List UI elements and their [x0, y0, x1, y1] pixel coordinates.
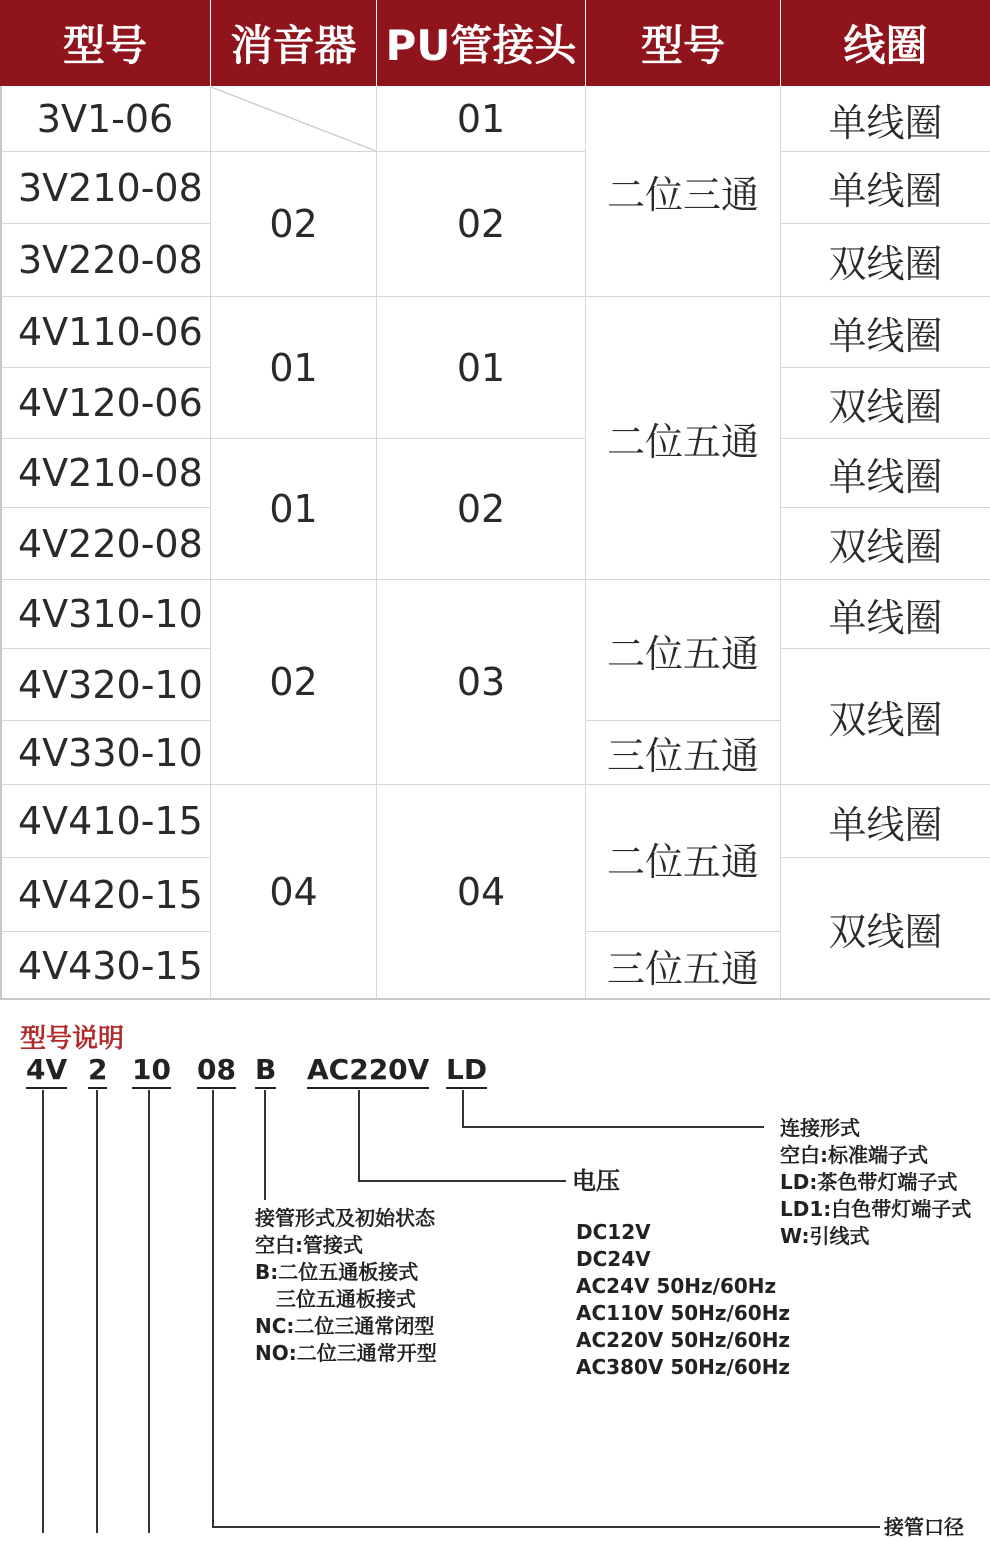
leader-line [462, 1090, 464, 1128]
model-cell: 3V1-06 [36, 97, 174, 141]
grid-line [780, 579, 990, 580]
leader-line [264, 1090, 266, 1200]
coil-cell: 单线圈 [828, 169, 943, 213]
leader-line [96, 1090, 98, 1533]
type-cell: 三位五通 [606, 947, 759, 991]
grid-line [0, 507, 210, 508]
muffler-cell: 02 [269, 202, 318, 246]
grid-line [585, 720, 780, 721]
voltage-line: AC380V 50Hz/60Hz [576, 1355, 791, 1379]
connection-line: W:引线式 [780, 1224, 870, 1248]
pu-fitting-cell: 01 [456, 97, 506, 141]
grid-line [0, 223, 210, 224]
code-size: 10 [132, 1053, 171, 1089]
grid-line [780, 784, 990, 785]
type-cell: 三位五通 [606, 734, 759, 778]
grid-line [210, 784, 585, 785]
connection-line: LD:茶色带灯端子式 [780, 1170, 958, 1194]
model-cell: 4V220-08 [18, 521, 203, 566]
model-cell: 4V210-08 [18, 451, 203, 495]
muffler-cell: 04 [269, 870, 318, 914]
grid-line [210, 151, 585, 152]
model-cell: 4V310-10 [18, 592, 203, 636]
coil-cell: 单线圈 [828, 595, 943, 640]
coil-cell: 双线圈 [828, 384, 943, 429]
coil-cell: 双线圈 [828, 241, 943, 286]
muffler-cell: 02 [269, 660, 318, 704]
model-cell: 4V120-06 [18, 381, 203, 425]
coil-cell: 单线圈 [828, 454, 943, 499]
model-cell: 4V410-15 [18, 799, 203, 843]
pu-fitting-cell: 04 [456, 870, 506, 914]
empty-diagonal-cell [211, 87, 376, 151]
port-size-label: 接管口径 [884, 1515, 964, 1539]
grid-line [0, 720, 210, 721]
grid-line [780, 857, 990, 858]
table-border [0, 86, 2, 1000]
pu-fitting-cell: 02 [456, 202, 506, 246]
pipe-line: 空白:管接式 [255, 1233, 363, 1257]
grid-line [780, 438, 990, 439]
pipe-line: NO:二位三通常开型 [255, 1341, 437, 1365]
grid-line [780, 507, 990, 508]
pipe-title: 接管形式及初始状态 [255, 1206, 435, 1230]
model-cell: 4V430-15 [18, 943, 203, 988]
legend-title: 型号说明 [20, 1024, 125, 1054]
pipe-line: B:二位五通板接式 [255, 1260, 419, 1284]
grid-line [585, 296, 780, 297]
grid-line [0, 579, 210, 580]
model-cell: 3V220-08 [18, 238, 203, 282]
voltage-line: AC220V 50Hz/60Hz [576, 1328, 791, 1352]
connection-line: 空白:标准端子式 [780, 1143, 928, 1167]
grid-line [780, 151, 990, 152]
code-connection: LD [446, 1053, 487, 1089]
grid-line [0, 784, 210, 785]
grid-line [210, 579, 585, 580]
model-cell: 4V320-10 [18, 662, 203, 707]
model-cell: 4V110-06 [18, 310, 203, 354]
pipe-line: 三位五通板接式 [255, 1287, 416, 1311]
pu-fitting-cell: 02 [456, 487, 506, 531]
grid-line [0, 648, 210, 649]
coil-cell: 单线圈 [828, 802, 943, 847]
code-port: 08 [197, 1053, 236, 1089]
grid-line [780, 296, 990, 297]
header-pu-fitting: PU管接头 [377, 0, 585, 86]
leader-line [212, 1526, 880, 1528]
leader-line [358, 1090, 360, 1182]
header-muffler: 消音器 [211, 0, 376, 86]
muffler-cell: 01 [269, 487, 318, 531]
grid-line [585, 86, 586, 1000]
grid-line [210, 86, 211, 1000]
pipe-line: NC:二位三通常闭型 [255, 1314, 435, 1338]
coil-cell: 单线圈 [828, 313, 943, 358]
voltage-line: DC24V [576, 1247, 651, 1271]
grid-line [376, 86, 377, 1000]
grid-line [0, 931, 210, 932]
coil-cell: 双线圈 [828, 698, 943, 742]
coil-cell: 双线圈 [828, 910, 943, 954]
coil-cell: 单线圈 [828, 100, 943, 145]
coil-cell: 双线圈 [828, 525, 943, 569]
leader-line [148, 1090, 150, 1533]
grid-line [585, 579, 780, 580]
model-cell: 3V210-08 [18, 165, 203, 210]
type-cell: 二位五通 [606, 419, 759, 464]
voltage-line: DC12V [576, 1220, 651, 1244]
muffler-cell: 01 [269, 345, 318, 390]
voltage-line: AC110V 50Hz/60Hz [576, 1301, 791, 1325]
grid-line [0, 151, 210, 152]
model-cell: 4V330-10 [18, 730, 203, 775]
model-legend [0, 1000, 990, 1539]
leader-line [462, 1126, 764, 1128]
grid-line [585, 784, 780, 785]
grid-line [0, 296, 210, 297]
leader-line [42, 1090, 44, 1533]
grid-line [0, 367, 210, 368]
voltage-line: AC24V 50Hz/60Hz [576, 1274, 777, 1298]
type-cell: 二位五通 [606, 631, 759, 676]
grid-line [780, 367, 990, 368]
voltage-title: 电压 [572, 1167, 620, 1195]
grid-line [210, 438, 585, 439]
code-voltage: AC220V [307, 1053, 429, 1089]
pu-fitting-cell: 01 [456, 345, 506, 390]
leader-line [358, 1180, 566, 1182]
leader-line [212, 1090, 214, 1528]
connection-title: 连接形式 [780, 1116, 860, 1140]
code-position: 2 [88, 1053, 107, 1089]
connection-line: LD1:白色带灯端子式 [780, 1197, 972, 1221]
type-cell: 二位三通 [606, 173, 759, 217]
grid-line [210, 296, 585, 297]
header-coil: 线圈 [781, 0, 990, 86]
grid-line [585, 931, 780, 932]
grid-line [0, 857, 210, 858]
grid-line [780, 223, 990, 224]
model-cell: 4V420-15 [18, 872, 203, 917]
header-model: 型号 [0, 0, 210, 86]
code-mount: B [255, 1053, 276, 1089]
type-cell: 二位五通 [606, 839, 759, 884]
grid-line [780, 648, 990, 649]
header-type: 型号 [586, 0, 780, 86]
pu-fitting-cell: 03 [456, 660, 506, 704]
grid-line [0, 438, 210, 439]
code-series: 4V [26, 1053, 67, 1089]
